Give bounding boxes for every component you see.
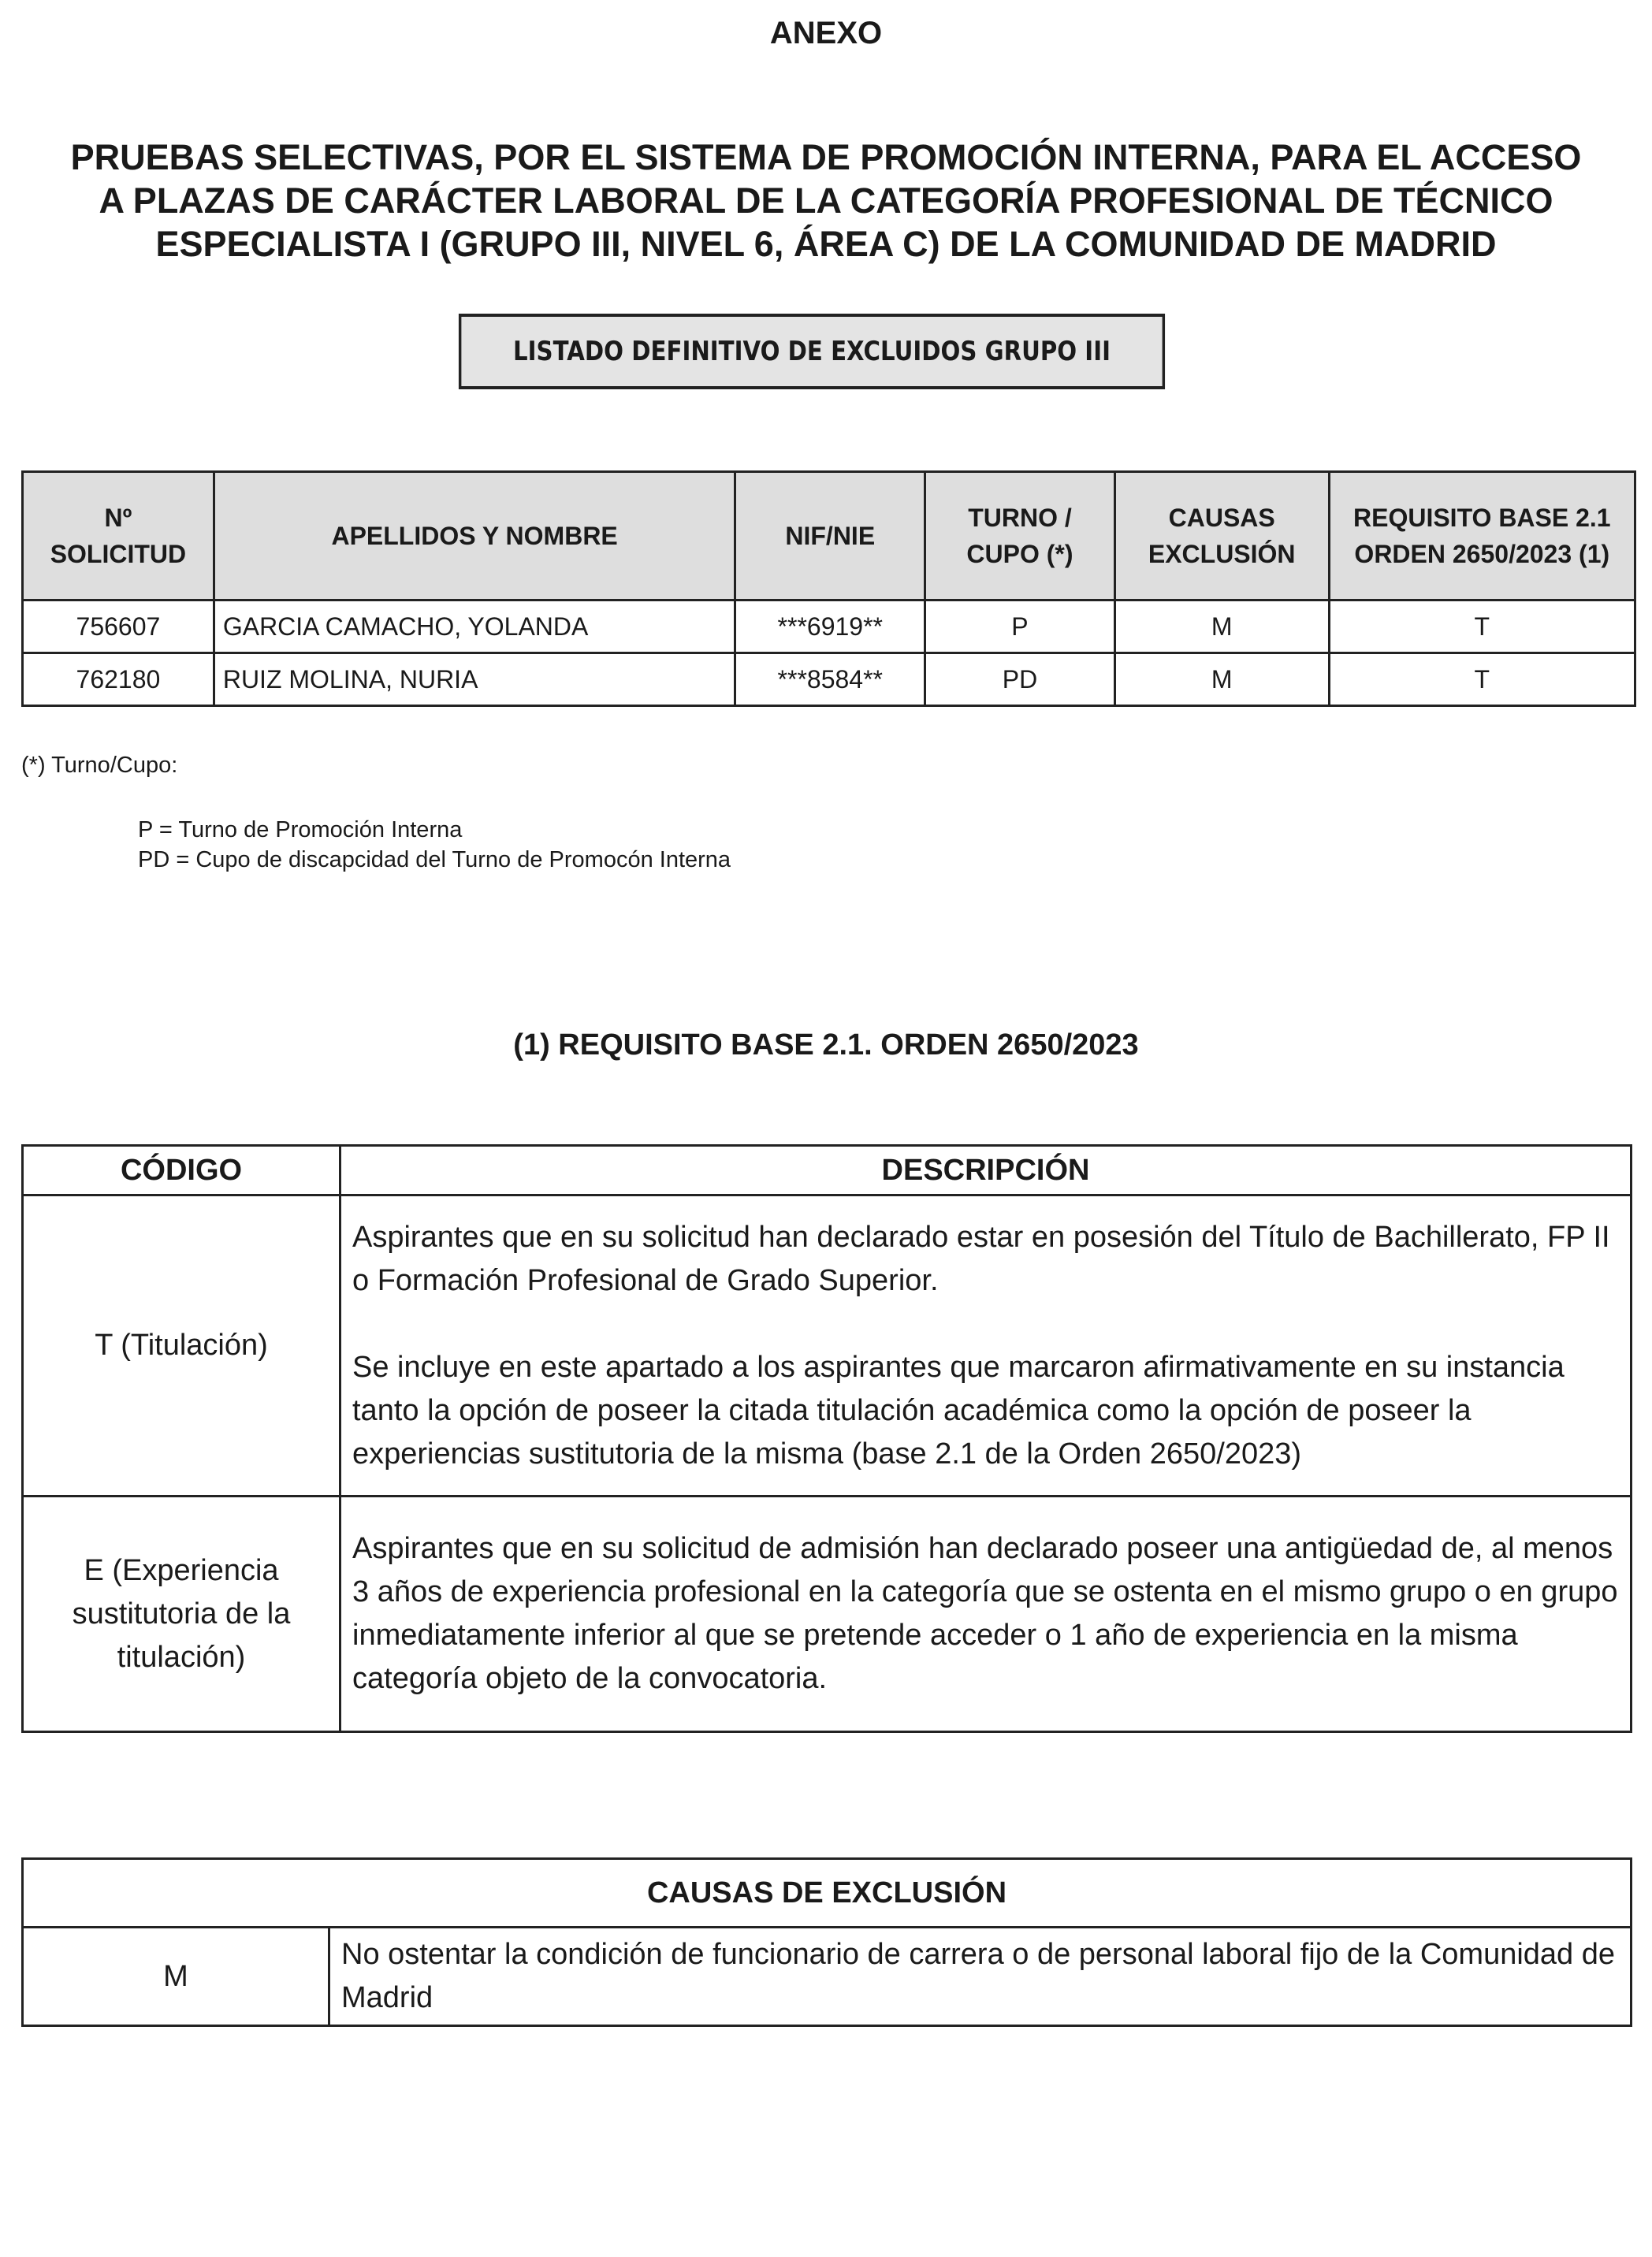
title-line: ESPECIALISTA I (GRUPO III, NIVEL 6, ÁREA C) DE LA COMUNIDAD DE MADRID (155, 224, 1497, 264)
cell-causa: M (1114, 653, 1329, 706)
causas-heading: CAUSAS DE EXCLUSIÓN (23, 1859, 1632, 1928)
cell-turno: P (925, 601, 1115, 653)
cell-description (340, 1497, 1632, 1732)
col-header-requisito: REQUISITO BASE 2.1 ORDEN 2650/2023 (1) (1329, 472, 1635, 601)
cell-solicitud: 756607 (23, 601, 214, 653)
cell-requisito: T (1329, 653, 1635, 706)
table-header-row (23, 1146, 1632, 1195)
col-header-descripcion: DESCRIPCIÓN (340, 1146, 1632, 1195)
list-title-box: LISTADO DEFINITIVO DE EXCLUIDOS GRUPO III (459, 314, 1165, 389)
table-header-row (23, 1859, 1632, 1928)
cell-causa: M (1114, 601, 1329, 653)
table-row (23, 1928, 1632, 2026)
table-row (23, 601, 1635, 653)
anexo-heading: ANEXO (769, 16, 883, 50)
col-header-nombre: APELLIDOS Y NOMBRE (214, 472, 735, 601)
title-line: A PLAZAS DE CARÁCTER LABORAL DE LA CATEGORÍA PROFESIONAL DE TÉCNICO (99, 180, 1553, 221)
requisito-table (21, 1144, 1632, 1733)
description-paragraph: Aspirantes que en su solicitud de admisión han declarado poseer una antigüedad de, al menos 3 años de experiencia profesional en la categoría que se ostenta en el mismo grupo o en grupo inmediatamente inferior al que se pretende acceder o 1 año de experiencia en la misma categoría objeto de la convocatoria. (352, 1532, 1618, 1695)
table-row (23, 1497, 1632, 1732)
col-header-nif: NIF/NIE (735, 472, 925, 601)
cell-description: No ostentar la condición de funcionario de carrera o de personal laboral fijo de la Comunidad de Madrid (329, 1928, 1632, 2026)
requisito-heading: (1) REQUISITO BASE 2.1. ORDEN 2650/2023 (513, 1028, 1139, 1062)
table-row (23, 1195, 1632, 1497)
col-header-codigo: CÓDIGO (23, 1146, 340, 1195)
title-line: PRUEBAS SELECTIVAS, POR EL SISTEMA DE PROMOCIÓN INTERNA, PARA EL ACCESO (70, 137, 1582, 177)
cell-code: T (Titulación) (23, 1195, 340, 1497)
description-paragraph: Se incluye en este apartado a los aspirantes que marcaron afirmativamente en su instancia tanto la opción de poseer la citada titulación académica como la opción de poseer la experiencias sustitutoria de la misma (base 2.1 de la Orden 2650/2023) (352, 1350, 1565, 1471)
cell-nombre: GARCIA CAMACHO, YOLANDA (214, 601, 735, 653)
cell-requisito: T (1329, 601, 1635, 653)
cell-turno: PD (925, 653, 1115, 706)
description-paragraph: Aspirantes que en su solicitud han declarado estar en posesión del Título de Bachillerato, FP II o Formación Profesional de Grado Superior. (352, 1220, 1610, 1297)
footnote-label: (*) Turno/Cupo: (21, 753, 178, 778)
cell-nif: ***8584** (735, 653, 925, 706)
document-title (16, 136, 1636, 266)
col-header-turno: TURNO / CUPO (*) (925, 472, 1115, 601)
footnote-item: PD = Cupo de discapcidad del Turno de Promocón Interna (138, 847, 731, 872)
excluded-table (21, 470, 1636, 707)
cell-code: M (23, 1928, 329, 2026)
footnote-list (138, 815, 731, 875)
table-row (23, 653, 1635, 706)
footnote-item: P = Turno de Promoción Interna (138, 817, 463, 842)
col-header-solicitud: Nº SOLICITUD (23, 472, 214, 601)
cell-solicitud: 762180 (23, 653, 214, 706)
cell-nombre: RUIZ MOLINA, NURIA (214, 653, 735, 706)
cell-nif: ***6919** (735, 601, 925, 653)
table-header-row (23, 472, 1635, 601)
col-header-causas: CAUSAS EXCLUSIÓN (1114, 472, 1329, 601)
cell-description (340, 1195, 1632, 1497)
causas-table (21, 1857, 1632, 2027)
cell-code: E (Experiencia sustitutoria de la titulación) (23, 1497, 340, 1732)
